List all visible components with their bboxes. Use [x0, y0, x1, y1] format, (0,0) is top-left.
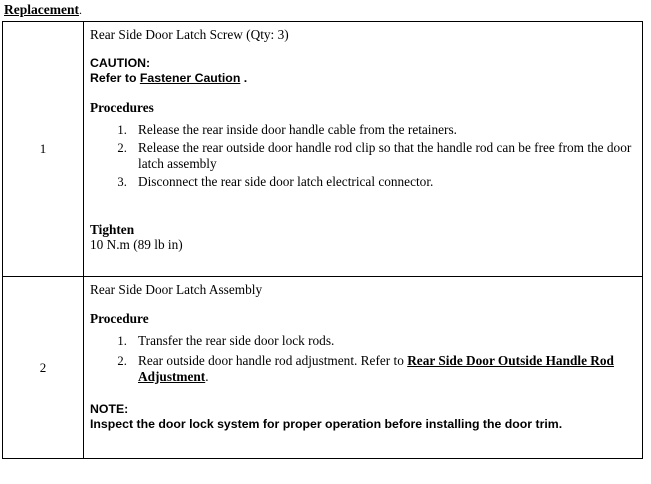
- row-number-cell: 2: [3, 277, 84, 459]
- caution-label: CAUTION:: [90, 55, 151, 70]
- tighten-label: Tighten: [90, 221, 135, 237]
- section-heading-link-text: Replacement: [4, 2, 79, 17]
- tighten-block: [90, 222, 636, 252]
- note-text: Inspect the door lock system for proper operation before installing the door trim.: [90, 417, 563, 431]
- part-title: Rear Side Door Latch Screw (Qty: 3): [90, 27, 289, 42]
- rod-adjustment-link[interactable]: Rear Side Door Outside Handle Rod Adjustment: [138, 352, 614, 384]
- row-body-cell: [84, 22, 643, 277]
- fastener-caution-link[interactable]: Fastener Caution: [139, 71, 241, 85]
- list-item: [130, 353, 636, 385]
- list-item: 3. Disconnect the rear side door latch electrical connector.: [130, 174, 636, 190]
- procedures-heading: Procedures: [90, 99, 154, 115]
- spacer: [90, 298, 636, 311]
- row-number-cell: 1: [3, 22, 84, 277]
- procedure-heading: Procedure: [90, 310, 149, 326]
- step-text-suffix: .: [205, 368, 209, 384]
- spacer: [90, 389, 636, 402]
- procedure-steps-list: [90, 122, 636, 190]
- row-body-cell: [84, 277, 643, 459]
- list-item: 1. Transfer the rear side door lock rods.: [130, 333, 636, 349]
- caution-text-prefix: Refer to: [90, 71, 140, 85]
- tighten-value: 10 N.m (89 lb in): [90, 236, 183, 252]
- section-heading: [4, 2, 82, 18]
- section-heading-trailing-dot: .: [78, 3, 82, 17]
- table-row: [3, 22, 643, 277]
- note-block: [90, 402, 636, 433]
- spacer: [90, 87, 636, 100]
- spacer: [90, 43, 636, 56]
- section-heading-link[interactable]: [4, 2, 79, 17]
- spacer: [90, 192, 636, 209]
- procedure-steps-list: [90, 333, 636, 385]
- table-row: [3, 277, 643, 459]
- spacer: [90, 209, 636, 222]
- step-text-prefix: Rear outside door handle rod adjustment. Refer to: [138, 352, 408, 368]
- caution-text-suffix: .: [240, 71, 248, 85]
- list-item: 1. Release the rear inside door handle cable from the retainers.: [130, 122, 636, 138]
- note-label: NOTE:: [90, 401, 129, 416]
- list-item: 2. Release the rear outside door handle rod clip so that the handle rod can be free from the door latch assembly: [130, 140, 636, 172]
- caution-block: [90, 56, 636, 87]
- caution-text: [90, 71, 636, 87]
- procedure-table: [2, 21, 643, 459]
- part-title: Rear Side Door Latch Assembly: [90, 282, 263, 297]
